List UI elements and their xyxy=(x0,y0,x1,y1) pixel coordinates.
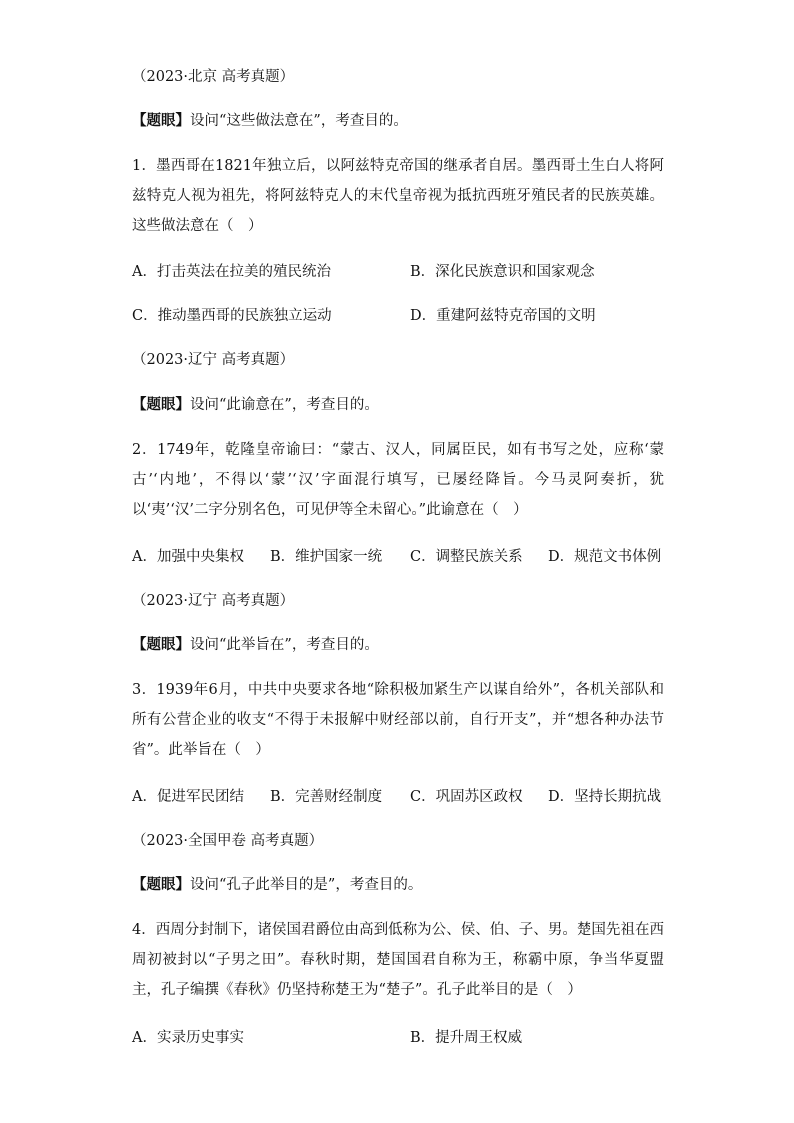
hint-tag: 【题眼】 xyxy=(132,112,190,129)
hint-text: 设问“孔子此举目的是”，考查目的。 xyxy=(190,877,423,893)
hint-tag: 【题眼】 xyxy=(132,876,190,893)
hint-text: 设问“此谕意在”，考查目的。 xyxy=(190,397,379,413)
hint-line-3 xyxy=(132,635,379,655)
question-4-option-a[interactable]: A．实录历史事实 xyxy=(132,1030,244,1046)
question-2-stem: 2．1749年，乾隆皇帝谕曰：“蒙古、汉人，同属臣民，如有书写之处，应称‘蒙古’‘内地’，不得以‘蒙’‘汉’字面混行填写，已屡经降旨。今马灵阿奏折，犹以‘夷’‘汉’二字分别名色，可见伊等全未留心。”此谕意在（ ） xyxy=(132,442,664,518)
question-2-option-a[interactable]: A．加强中央集权 xyxy=(132,549,244,565)
hint-line-1 xyxy=(132,111,408,131)
question-3-option-c[interactable]: C．巩固苏区政权 xyxy=(410,789,523,805)
question-2-option-d[interactable]: D．规范文书体例 xyxy=(548,549,662,565)
question-1-option-a[interactable]: A．打击英法在拉美的殖民统治 xyxy=(132,264,331,280)
hint-tag: 【题眼】 xyxy=(132,636,190,653)
hint-tag: 【题眼】 xyxy=(132,396,190,413)
question-1-option-b[interactable]: B．深化民族意识和国家观念 xyxy=(410,264,595,280)
source-note-3: （2023·辽宁 高考真题） xyxy=(132,593,295,609)
question-1-option-d[interactable]: D．重建阿兹特克帝国的文明 xyxy=(410,308,596,324)
hint-text: 设问“此举旨在”，考查目的。 xyxy=(190,637,379,653)
hint-line-4 xyxy=(132,875,422,895)
question-3-option-b[interactable]: B．完善财经制度 xyxy=(270,789,383,805)
question-3-stem: 3．1939年6月，中共中央要求各地“除积极加紧生产以谋自给外”，各机关部队和所有公营企业的收支“不得于未报解中财经部以前，自行开支”，并“想各种办法节省”。此举旨在（ ） xyxy=(132,682,664,758)
question-2-option-c[interactable]: C．调整民族关系 xyxy=(410,549,523,565)
hint-line-2 xyxy=(132,395,379,415)
question-3-option-d[interactable]: D．坚持长期抗战 xyxy=(548,789,662,805)
question-2-option-b[interactable]: B．维护国家一统 xyxy=(270,549,383,565)
question-1-option-c[interactable]: C．推动墨西哥的民族独立运动 xyxy=(132,308,332,324)
question-4-option-b[interactable]: B．提升周王权威 xyxy=(410,1030,523,1046)
source-note-1: （2023·北京 高考真题） xyxy=(132,69,295,85)
source-note-2: （2023·辽宁 高考真题） xyxy=(132,352,295,368)
question-4-stem: 4．西周分封制下，诸侯国君爵位由高到低称为公、侯、伯、子、男。楚国先祖在西周初被封以“子男之田”。春秋时期，楚国国君自称为王，称霸中原，争当华夏盟主，孔子编撰《春秋》仍坚持称楚王为“楚子”。孔子此举目的是（ ） xyxy=(132,922,664,998)
question-1-stem: 1．墨西哥在1821年独立后，以阿兹特克帝国的继承者自居。墨西哥土生白人将阿兹特克人视为祖先，将阿兹特克人的末代皇帝视为抵抗西班牙殖民者的民族英雄。这些做法意在（ ） xyxy=(132,158,664,234)
hint-text: 设问“这些做法意在”，考查目的。 xyxy=(190,113,408,129)
question-3-option-a[interactable]: A．促进军民团结 xyxy=(132,789,244,805)
source-note-4: （2023·全国甲卷 高考真题） xyxy=(132,833,324,849)
